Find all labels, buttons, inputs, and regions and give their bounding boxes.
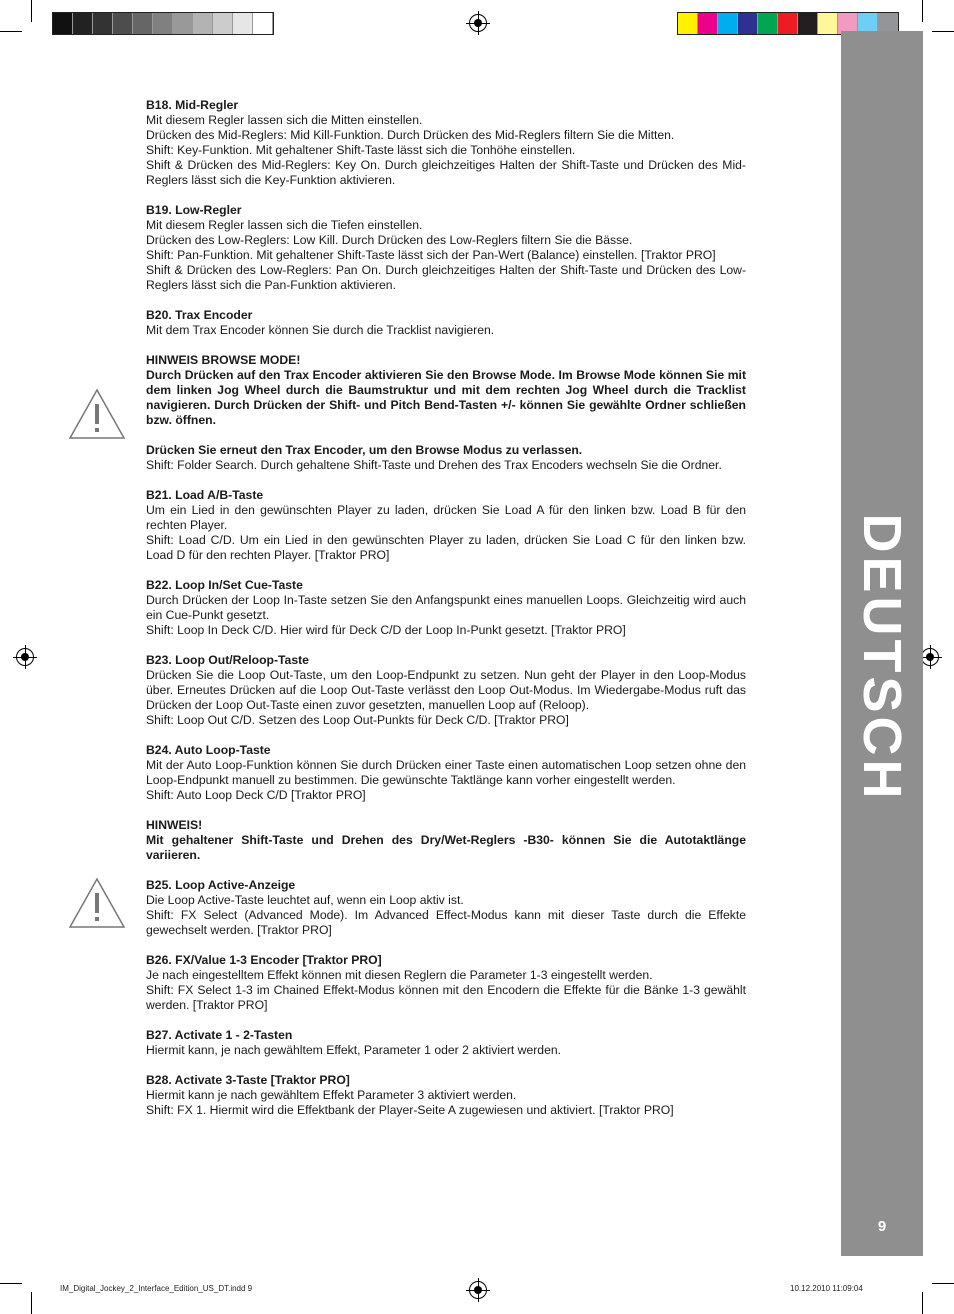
section-title: B27. Activate 1 - 2-Tasten [146,1028,293,1042]
registration-mark-icon [469,14,487,32]
warning-icon [68,877,126,929]
section-b24 [146,743,746,803]
paragraph: Drücken Sie die Loop Out-Taste, um den Loop-Endpunkt zu setzen. Nun geht der Player in den Loop-Modus über. Erneutes Drücken auf die Loop Out-Taste verlässt den Loop Out-Modus. Im Wiedergabe-Modus ruft das Drücken der Loop Out-Taste einen zuvor gesetzten, manuellen Loop auf (Reloop). [146,668,746,712]
manual-body [146,98,746,1133]
print-slug-date: 10.12.2010 11:09:04 [790,1284,863,1293]
paragraph: Je nach eingestelltem Effekt können mit diesen Reglern die Parameter 1-3 eingestellt werden. [146,968,653,982]
paragraph: Hiermit kann, je nach gewähltem Effekt, Parameter 1 oder 2 aktiviert werden. [146,1043,562,1057]
section-b25 [146,878,746,938]
section-b26 [146,953,746,1013]
paragraph: Um ein Lied in den gewünschten Player zu laden, drücken Sie Load A für den linken bzw. Load B für den rechten Player. [146,503,746,532]
color-swatch [678,13,698,34]
crop-mark [0,31,22,32]
color-swatch [113,13,133,34]
paragraph: Shift: Folder Search. Durch gehaltene Shift-Taste und Drehen des Trax Encoders wechseln Sie die Ordner. [146,458,722,472]
note-title: HINWEIS BROWSE MODE! [146,353,301,367]
color-swatch [718,13,738,34]
section-b23 [146,653,746,728]
warning-icon [68,388,126,440]
paragraph: Shift: Pan-Funktion. Mit gehaltener Shift-Taste lässt sich der Pan-Wert (Balance) einstellen. [Traktor PRO] [146,248,716,262]
section-browse-exit [146,443,746,473]
section-title: B20. Trax Encoder [146,308,253,322]
paragraph: Mit diesem Regler lassen sich die Mitten einstellen. [146,113,423,127]
language-label: DEUTSCH [852,513,912,803]
crop-mark [922,1292,923,1314]
paragraph: Durch Drücken der Loop In-Taste setzen Sie den Anfangspunkt eines manuellen Loops. Gleichzeitig wird auch ein Cue-Punkt gesetzt. [146,593,746,622]
page-number: 9 [877,1218,887,1235]
crop-mark [31,0,32,22]
print-slug-filename: IM_Digital_Jockey_2_Interface_Edition_US_DT.indd 9 [60,1284,253,1293]
color-swatch [153,13,173,34]
crop-mark [932,1283,954,1284]
section-title: B26. FX/Value 1-3 Encoder [Traktor PRO] [146,953,382,967]
note-title: HINWEIS! [146,818,203,832]
section-b27 [146,1028,746,1058]
paragraph: Drücken des Low-Reglers: Low Kill. Durch Drücken des Low-Reglers filtern Sie die Bässe. [146,233,633,247]
color-swatch [738,13,758,34]
registration-mark-icon [16,648,34,666]
note-autoloop [146,818,746,863]
color-swatch [133,13,153,34]
note-text: Mit gehaltener Shift-Taste und Drehen des Dry/Wet-Reglers -B30- können Sie die Autotaktlänge variieren. [146,833,746,862]
color-swatch [73,13,93,34]
color-swatch [253,13,273,34]
color-swatch [818,13,838,34]
note-browse-mode [146,353,746,428]
paragraph: Shift: FX 1. Hiermit wird die Effektbank der Player-Seite A zugewiesen und aktiviert. [Traktor PRO] [146,1103,674,1117]
color-swatch [758,13,778,34]
paragraph: Hiermit kann je nach gewähltem Effekt Parameter 3 aktiviert werden. [146,1088,517,1102]
crop-mark [0,1283,22,1284]
note-text: Durch Drücken auf den Trax Encoder aktivieren Sie den Browse Mode. Im Browse Mode können Sie mit dem linken Jog Wheel durch die Baumstruktur und mit dem rechten Jog Wheel durch die Tracklist navigieren. Durch Drücken der Shift- und Pitch Bend-Tasten +/- können Sie gewählte Ordner schließen bzw. öffnen. [146,368,746,427]
color-swatch [698,13,718,34]
section-title: Drücken Sie erneut den Trax Encoder, um den Browse Modus zu verlassen. [146,443,583,457]
registration-mark-icon [469,1281,487,1299]
crop-mark [922,0,923,22]
color-swatch [798,13,818,34]
color-swatch [193,13,213,34]
paragraph: Drücken des Mid-Reglers: Mid Kill-Funktion. Durch Drücken des Mid-Reglers filtern Sie die Mitten. [146,128,675,142]
paragraph: Shift: FX Select 1-3 im Chained Effekt-Modus können mit den Encodern die Effekte für die Bänke 1-3 gewählt werden. [Traktor PRO] [146,983,746,1012]
color-swatch [53,13,73,34]
gray-color-bar [52,12,274,35]
section-title: B23. Loop Out/Reloop-Taste [146,653,309,667]
section-b28 [146,1073,746,1118]
color-swatch [233,13,253,34]
paragraph: Shift: Loop In Deck C/D. Hier wird für Deck C/D der Loop In-Punkt gesetzt. [Traktor PRO] [146,623,626,637]
section-title: B25. Loop Active-Anzeige [146,878,296,892]
paragraph: Shift: FX Select (Advanced Mode). Im Advanced Effect-Modus kann mit dieser Taste durch die Effekte gewechselt werden. [Traktor PRO] [146,908,746,937]
section-b19 [146,203,746,293]
paragraph: Mit der Auto Loop-Funktion können Sie durch Drücken einer Taste einen automatischen Loop setzen ohne den Loop-Endpunkt manuell zu bestimmen. Die gewünschte Taktlänge kann vorher eingestellt werden. [146,758,746,787]
registration-mark-icon [921,648,939,666]
paragraph: Shift: Key-Funktion. Mit gehaltener Shift-Taste lässt sich die Tonhöhe einstellen. [146,143,576,157]
section-b18 [146,98,746,188]
section-b21 [146,488,746,563]
paragraph: Die Loop Active-Taste leuchtet auf, wenn ein Loop aktiv ist. [146,893,464,907]
section-title: B21. Load A/B-Taste [146,488,264,502]
paragraph: Mit diesem Regler lassen sich die Tiefen einstellen. [146,218,423,232]
section-title: B22. Loop In/Set Cue-Taste [146,578,303,592]
crop-mark [932,31,954,32]
paragraph: Shift & Drücken des Mid-Reglers: Key On. Durch gleichzeitiges Halten der Shift-Taste und Drücken des Mid-Reglers lässt sich die Key-Funktion aktivieren. [146,158,746,187]
paragraph: Shift: Loop Out C/D. Setzen des Loop Out-Punkts für Deck C/D. [Traktor PRO] [146,713,569,727]
color-swatch [93,13,113,34]
color-swatch [778,13,798,34]
paragraph: Shift: Load C/D. Um ein Lied in den gewünschten Player zu laden, drücken Sie Load C für den linken bzw. Load D für den rechten Player. [Traktor PRO] [146,533,746,562]
section-b20 [146,308,746,338]
color-swatch [173,13,193,34]
paragraph: Mit dem Trax Encoder können Sie durch die Tracklist navigieren. [146,323,495,337]
section-b22 [146,578,746,638]
section-title: B24. Auto Loop-Taste [146,743,271,757]
section-title: B28. Activate 3-Taste [Traktor PRO] [146,1073,350,1087]
section-title: B19. Low-Regler [146,203,242,217]
crop-mark [31,1292,32,1314]
paragraph: Shift: Auto Loop Deck C/D [Traktor PRO] [146,788,366,802]
paragraph: Shift & Drücken des Low-Reglers: Pan On. Durch gleichzeitiges Halten der Shift-Taste und Drücken des Low-Reglers lässt sich die Pan-Funktion aktivieren. [146,263,746,292]
section-title: B18. Mid-Regler [146,98,239,112]
color-swatch [213,13,233,34]
